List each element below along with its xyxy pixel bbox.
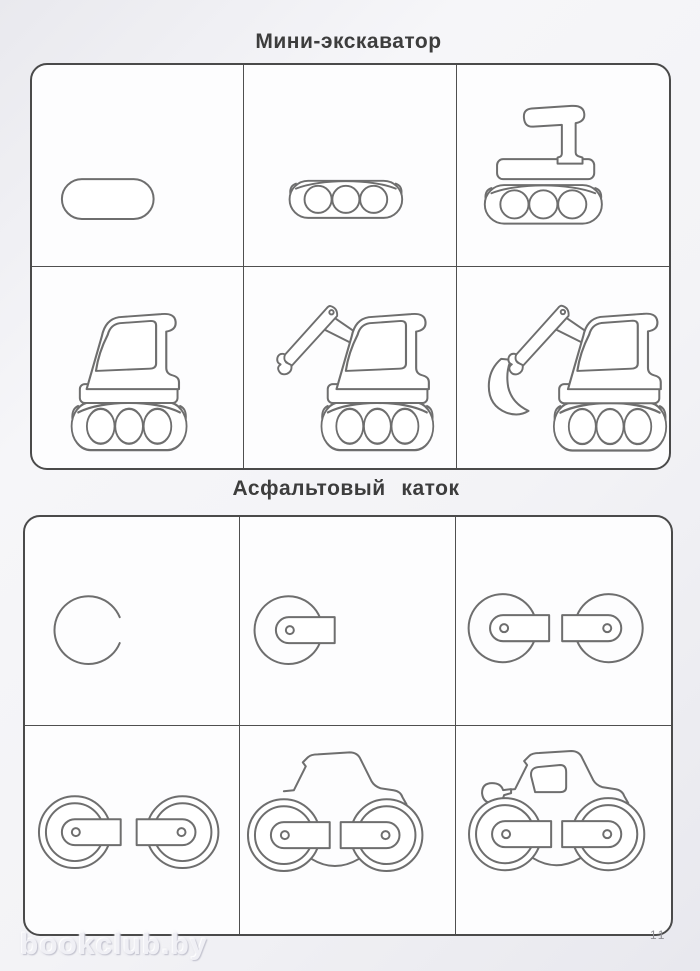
roller-step-2-drawing	[240, 517, 454, 725]
section-title-roller: Асфальтовый каток	[232, 477, 460, 500]
excavator-step-4-drawing	[32, 267, 243, 468]
roller-step-6-drawing	[456, 726, 671, 934]
roller-step-5-drawing	[240, 726, 454, 934]
excavator-step-5-drawing	[244, 267, 455, 468]
roller-step-6-cell	[456, 726, 671, 934]
excavator-steps-grid	[30, 63, 671, 470]
excavator-step-4-cell	[32, 267, 244, 468]
excavator-step-2-drawing	[244, 65, 455, 266]
roller-step-4-cell	[25, 726, 240, 934]
roller-step-5-cell	[240, 726, 455, 934]
excavator-step-5-cell	[244, 267, 456, 468]
excavator-step-3-drawing	[457, 65, 669, 266]
excavator-step-1-cell	[32, 65, 244, 267]
page-number: 11	[650, 928, 667, 942]
roller-step-1-drawing	[25, 517, 239, 725]
excavator-step-2-cell	[244, 65, 456, 267]
roller-step-3-cell	[456, 517, 671, 726]
roller-step-1-cell	[25, 517, 240, 726]
excavator-step-1-drawing	[32, 65, 243, 266]
excavator-step-6-cell	[457, 267, 669, 468]
roller-step-2-cell	[240, 517, 455, 726]
excavator-step-6-drawing	[457, 267, 669, 468]
roller-step-4-drawing	[25, 726, 239, 934]
excavator-step-3-cell	[457, 65, 669, 267]
roller-step-3-drawing	[456, 517, 671, 725]
section-title-excavator: Мини-экскаватор	[255, 30, 442, 53]
roller-steps-grid	[23, 515, 673, 936]
bookclub-watermark: bookclub.by	[20, 928, 208, 961]
